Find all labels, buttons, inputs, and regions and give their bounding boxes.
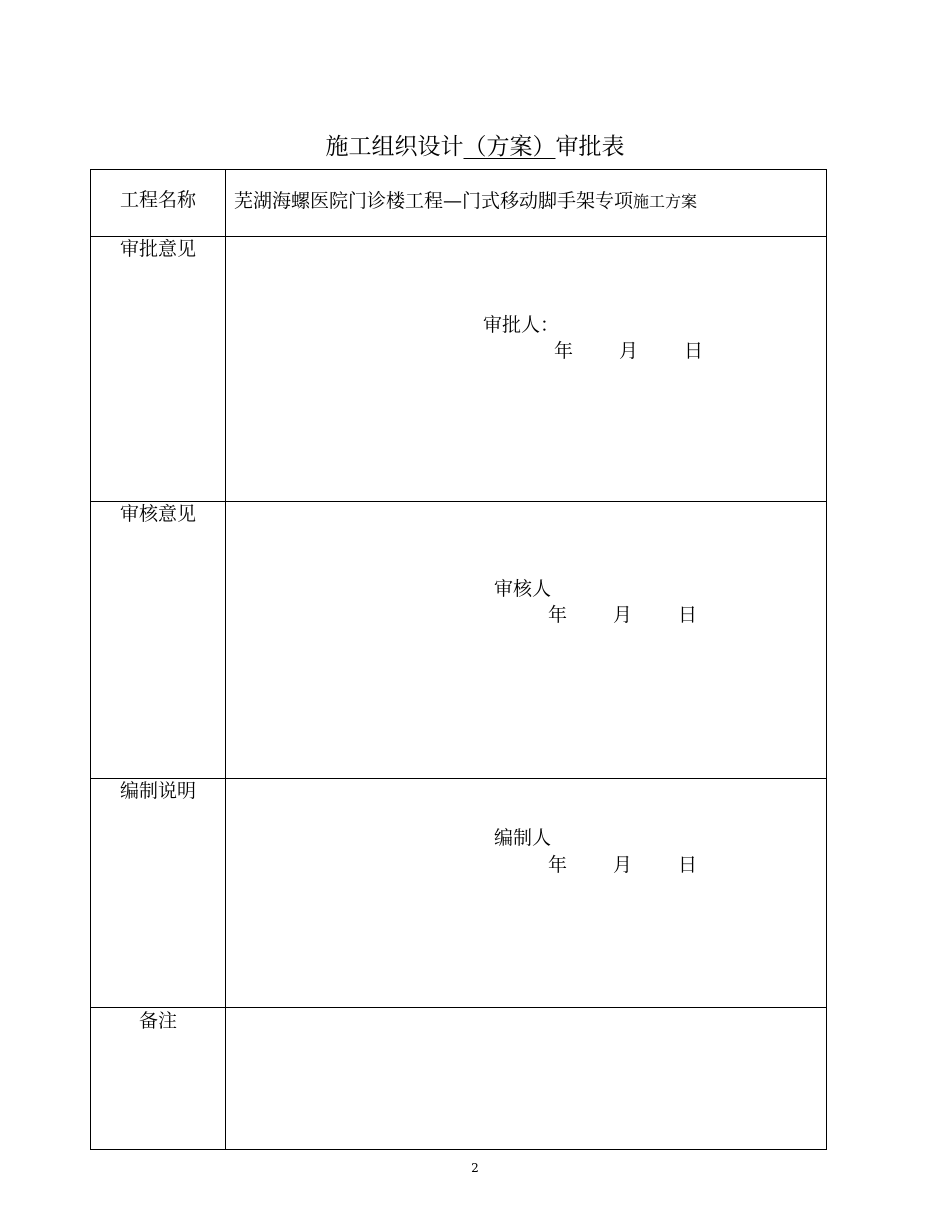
label-approval-opinion: 审批意见	[91, 237, 226, 501]
row-project-name	[91, 170, 826, 237]
row-remarks	[91, 1008, 826, 1149]
review-signer: 审核人	[494, 578, 552, 600]
title-suffix: 审批表	[555, 134, 625, 160]
compile-signer: 编制人	[494, 827, 552, 849]
label-review-opinion: 审核意见	[91, 502, 226, 778]
approval-signer: 审批人：	[483, 314, 560, 336]
approval-form-table	[90, 169, 827, 1150]
project-name-suffix: 施工方案	[633, 192, 698, 211]
form-title	[0, 130, 950, 164]
review-day: 日	[678, 604, 698, 626]
project-name-value	[234, 189, 697, 214]
row-review-opinion	[91, 502, 826, 779]
row-compile-notes	[91, 779, 826, 1008]
cell-remarks	[226, 1008, 826, 1149]
cell-project-name	[226, 170, 826, 236]
compile-year: 年	[548, 854, 568, 876]
cell-approval-opinion	[226, 237, 826, 501]
approval-year: 年	[554, 340, 574, 362]
title-underlined: （方案）	[463, 134, 556, 160]
review-year: 年	[548, 604, 568, 626]
label-compile-notes: 编制说明	[91, 779, 226, 1007]
compile-month: 月	[613, 854, 633, 876]
row-approval-opinion	[91, 237, 826, 502]
project-name-main: 芜湖海螺医院门诊楼工程—门式移动脚手架专项	[234, 190, 634, 212]
review-month: 月	[613, 604, 633, 626]
label-remarks: 备注	[91, 1008, 226, 1149]
approval-month: 月	[619, 340, 639, 362]
approval-day: 日	[684, 340, 704, 362]
compile-day: 日	[678, 854, 698, 876]
cell-compile-notes	[226, 779, 826, 1007]
page-number: 2	[471, 1161, 479, 1175]
cell-review-opinion	[226, 502, 826, 778]
label-project-name: 工程名称	[91, 170, 226, 236]
title-prefix: 施工组织设计	[325, 134, 464, 160]
